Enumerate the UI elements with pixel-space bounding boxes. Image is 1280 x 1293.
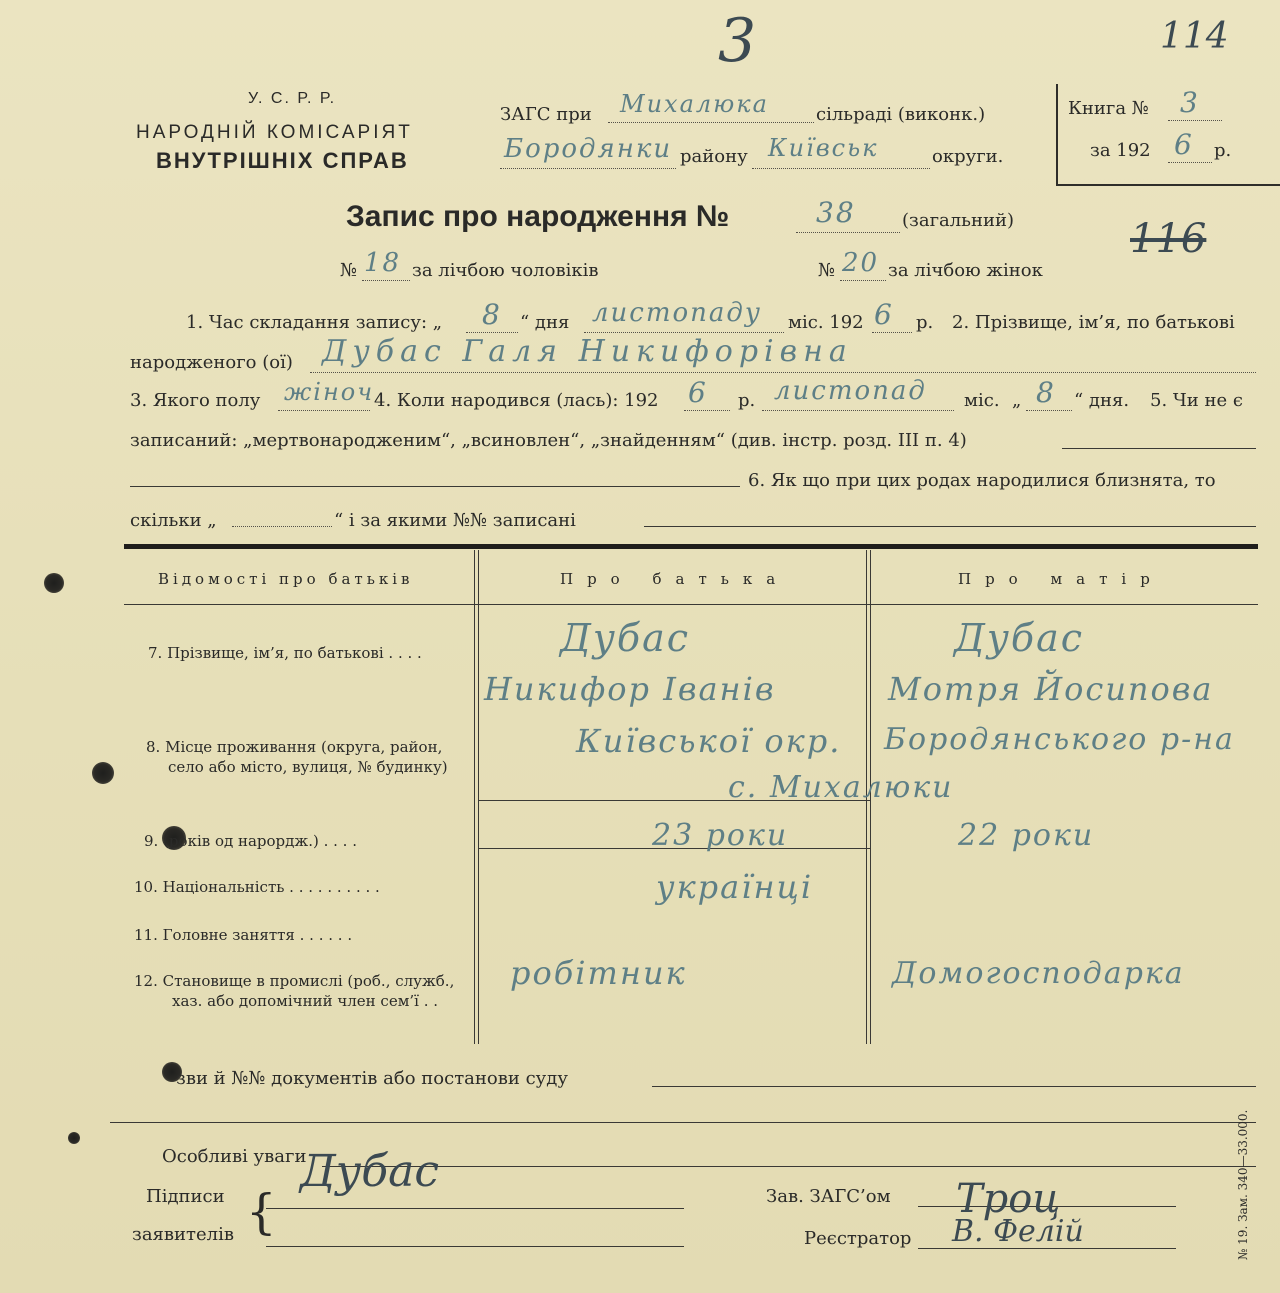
mother-status: Домогосподарка (892, 956, 1185, 991)
head-label: Зав. ЗАГС’ом (766, 1186, 891, 1207)
female-count-value: 20 (842, 248, 880, 278)
q4-month-label: міс. (964, 390, 1000, 411)
table-header-info: Відомості про батьків (158, 570, 414, 588)
record-year-value: 6 (874, 298, 894, 331)
book-year-value: 6 (1174, 128, 1194, 161)
record-year-field (872, 298, 912, 333)
punch-hole (68, 1132, 80, 1144)
commissariat-label: НАРОДНІЙ КОМІСАРІЯТ (136, 122, 413, 143)
father-residence-1: Київської окр. (576, 722, 842, 760)
q1-month-label: міс. 192 (788, 312, 864, 333)
mother-name: Мотря Йосипова (888, 670, 1214, 708)
notes-label: Особливі уваги (162, 1146, 307, 1167)
head-signature: Троц (956, 1176, 1061, 1222)
title-suffix: (загальний) (902, 210, 1014, 231)
male-count-suffix: за лічбою чоловіків (412, 260, 599, 281)
q1-day-label: “ дня (520, 312, 570, 333)
handwritten-sheet-number: 3 (718, 6, 757, 76)
sex-field (278, 378, 375, 411)
district-suffix: району (680, 146, 748, 167)
record-number-field (796, 196, 900, 233)
table-col-divider-1 (474, 550, 475, 1044)
male-count-field (362, 248, 410, 281)
q4-day-open: „ (1012, 390, 1022, 411)
row-12-label-line1: 12. Становище в промислі (роб., служб., (134, 972, 455, 990)
q4-label: 4. Коли народився (лась): 192 (374, 390, 659, 411)
sex-value: жіноч (284, 378, 375, 406)
row-9-label: 9. (років од нарордж.) . . . . (144, 832, 357, 850)
table-header-mother: Про матір (958, 570, 1164, 588)
female-count-suffix: за лічбою жінок (888, 260, 1043, 281)
birth-year-value: 6 (688, 376, 708, 409)
table-top-rule (124, 544, 1258, 549)
q2-label-cont: народженого (ої) (130, 352, 293, 373)
q6-label: 6. Як що при цих родах народилися близнята, то (748, 470, 1216, 491)
signatures-label-2: заявителів (132, 1224, 234, 1245)
notes-line (322, 1166, 1256, 1167)
village-field (608, 90, 814, 123)
birth-month-field (762, 376, 954, 411)
table-header-rule (124, 604, 1258, 605)
book-number-field (1168, 86, 1222, 121)
row-8-label-line2: село або місто, вулиця, № будинку) (168, 758, 448, 776)
nationality-value: українці (656, 868, 814, 906)
zags-prefix: ЗАГС при (500, 104, 592, 125)
q5-answer-line (1062, 448, 1256, 449)
male-count-prefix: № (340, 260, 358, 281)
punch-hole (44, 573, 64, 593)
book-label: Книга № (1068, 98, 1149, 119)
birth-month-value: листопад (774, 376, 927, 406)
q6-label-cont: скільки „ (130, 510, 217, 531)
q6-label-end: “ і за якими №№ записані (334, 510, 576, 531)
applicant-signature-line-2 (266, 1246, 684, 1247)
q1-year-suffix: р. (916, 312, 934, 333)
village-suffix: сільраді (виконк.) (816, 104, 986, 125)
q1-label: 1. Час складання запису: „ (186, 312, 443, 333)
book-year-field (1168, 128, 1212, 163)
department-label: ВНУТРІШНІХ СПРАВ (156, 148, 409, 173)
q4-year-suffix: р. (738, 390, 756, 411)
district-value: Бородянки (504, 134, 673, 164)
record-day-value: 8 (482, 298, 502, 331)
row-8-label-line1: 8. Місце проживання (округа, район, (146, 738, 443, 756)
child-name-field (310, 334, 1256, 373)
father-name: Никифор Іванів (484, 670, 776, 708)
child-name-value: Дубас Галя Никифорівна (322, 334, 853, 369)
q5-label-cont: записаний: „мертвонародженим“, „всиновлен“, „знайденням“ (див. інстр. розд. III п. 4) (130, 430, 967, 451)
okrug-suffix: округи. (932, 146, 1004, 167)
father-residence-2: с. Михалюки (728, 770, 954, 805)
documents-line (652, 1086, 1256, 1087)
table-col-divider-1b (478, 550, 479, 1044)
registrar-signature: В. Фелій (952, 1214, 1084, 1249)
okrug-value: Київськ (768, 134, 879, 162)
documents-line-2 (110, 1122, 1256, 1123)
form-title: Запис про народження № (346, 200, 730, 233)
district-field (500, 134, 676, 169)
republic-label: У. С. Р. Р. (248, 90, 337, 107)
book-number-value: 3 (1180, 86, 1200, 119)
village-value: Михалюка (620, 90, 769, 118)
mother-surname: Дубас (954, 616, 1085, 660)
row-10-label: 10. Національність . . . . . . . . . . (134, 878, 380, 896)
q5-label: 5. Чи не є (1150, 390, 1243, 411)
punch-hole (92, 762, 114, 784)
documents-label: зви й №№ документів або постанови суду (176, 1068, 568, 1089)
birth-day-field (1026, 376, 1072, 411)
registrar-label: Реєстратор (804, 1228, 912, 1249)
okrug-field (752, 134, 930, 169)
birth-year-field (684, 376, 730, 411)
applicant-signature-line-1 (266, 1208, 684, 1209)
father-status: робітник (510, 954, 687, 992)
female-count-prefix: № (818, 260, 836, 281)
twins-numbers-line (644, 526, 1256, 527)
signatures-label-1: Підписи (146, 1186, 225, 1207)
twins-count-field (232, 508, 332, 527)
table-header-father: Про батька (560, 570, 790, 588)
birth-day-value: 8 (1036, 376, 1056, 409)
father-age: 23 роки (652, 818, 789, 853)
mother-age: 22 роки (958, 818, 1095, 853)
record-number-value: 38 (816, 196, 856, 229)
book-year-suffix: р. (1214, 140, 1232, 161)
q3-label: 3. Якого полу (130, 390, 261, 411)
father-surname: Дубас (560, 616, 691, 660)
row-12-label-line2: хаз. або допомічний член сем’ї . . (172, 992, 439, 1010)
signatures-brace: { (246, 1184, 277, 1240)
q6-blank-line (130, 486, 740, 487)
handwritten-page-number: 114 (1160, 16, 1229, 57)
row-11-label: 11. Головне заняття . . . . . . (134, 926, 353, 944)
female-count-field (840, 248, 886, 281)
print-note: № 19. Зам. 340—33.000. (1236, 1109, 1250, 1260)
record-month-field (584, 298, 784, 333)
applicant-signature: Дубас (300, 1146, 440, 1197)
q2-label: 2. Прізвище, ім’я, по батькові (952, 312, 1235, 333)
q4-day-label: “ дня. (1074, 390, 1130, 411)
male-count-value: 18 (364, 248, 402, 278)
row-7-label: 7. Прізвище, ім’я, по батькові . . . . (148, 644, 422, 662)
book-year-prefix: за 192 (1090, 140, 1151, 161)
record-month-value: листопаду (592, 298, 762, 328)
handwritten-side-number: 116 (1130, 216, 1207, 262)
mother-residence: Бородянського р-на (884, 722, 1235, 757)
record-day-field (466, 298, 518, 333)
